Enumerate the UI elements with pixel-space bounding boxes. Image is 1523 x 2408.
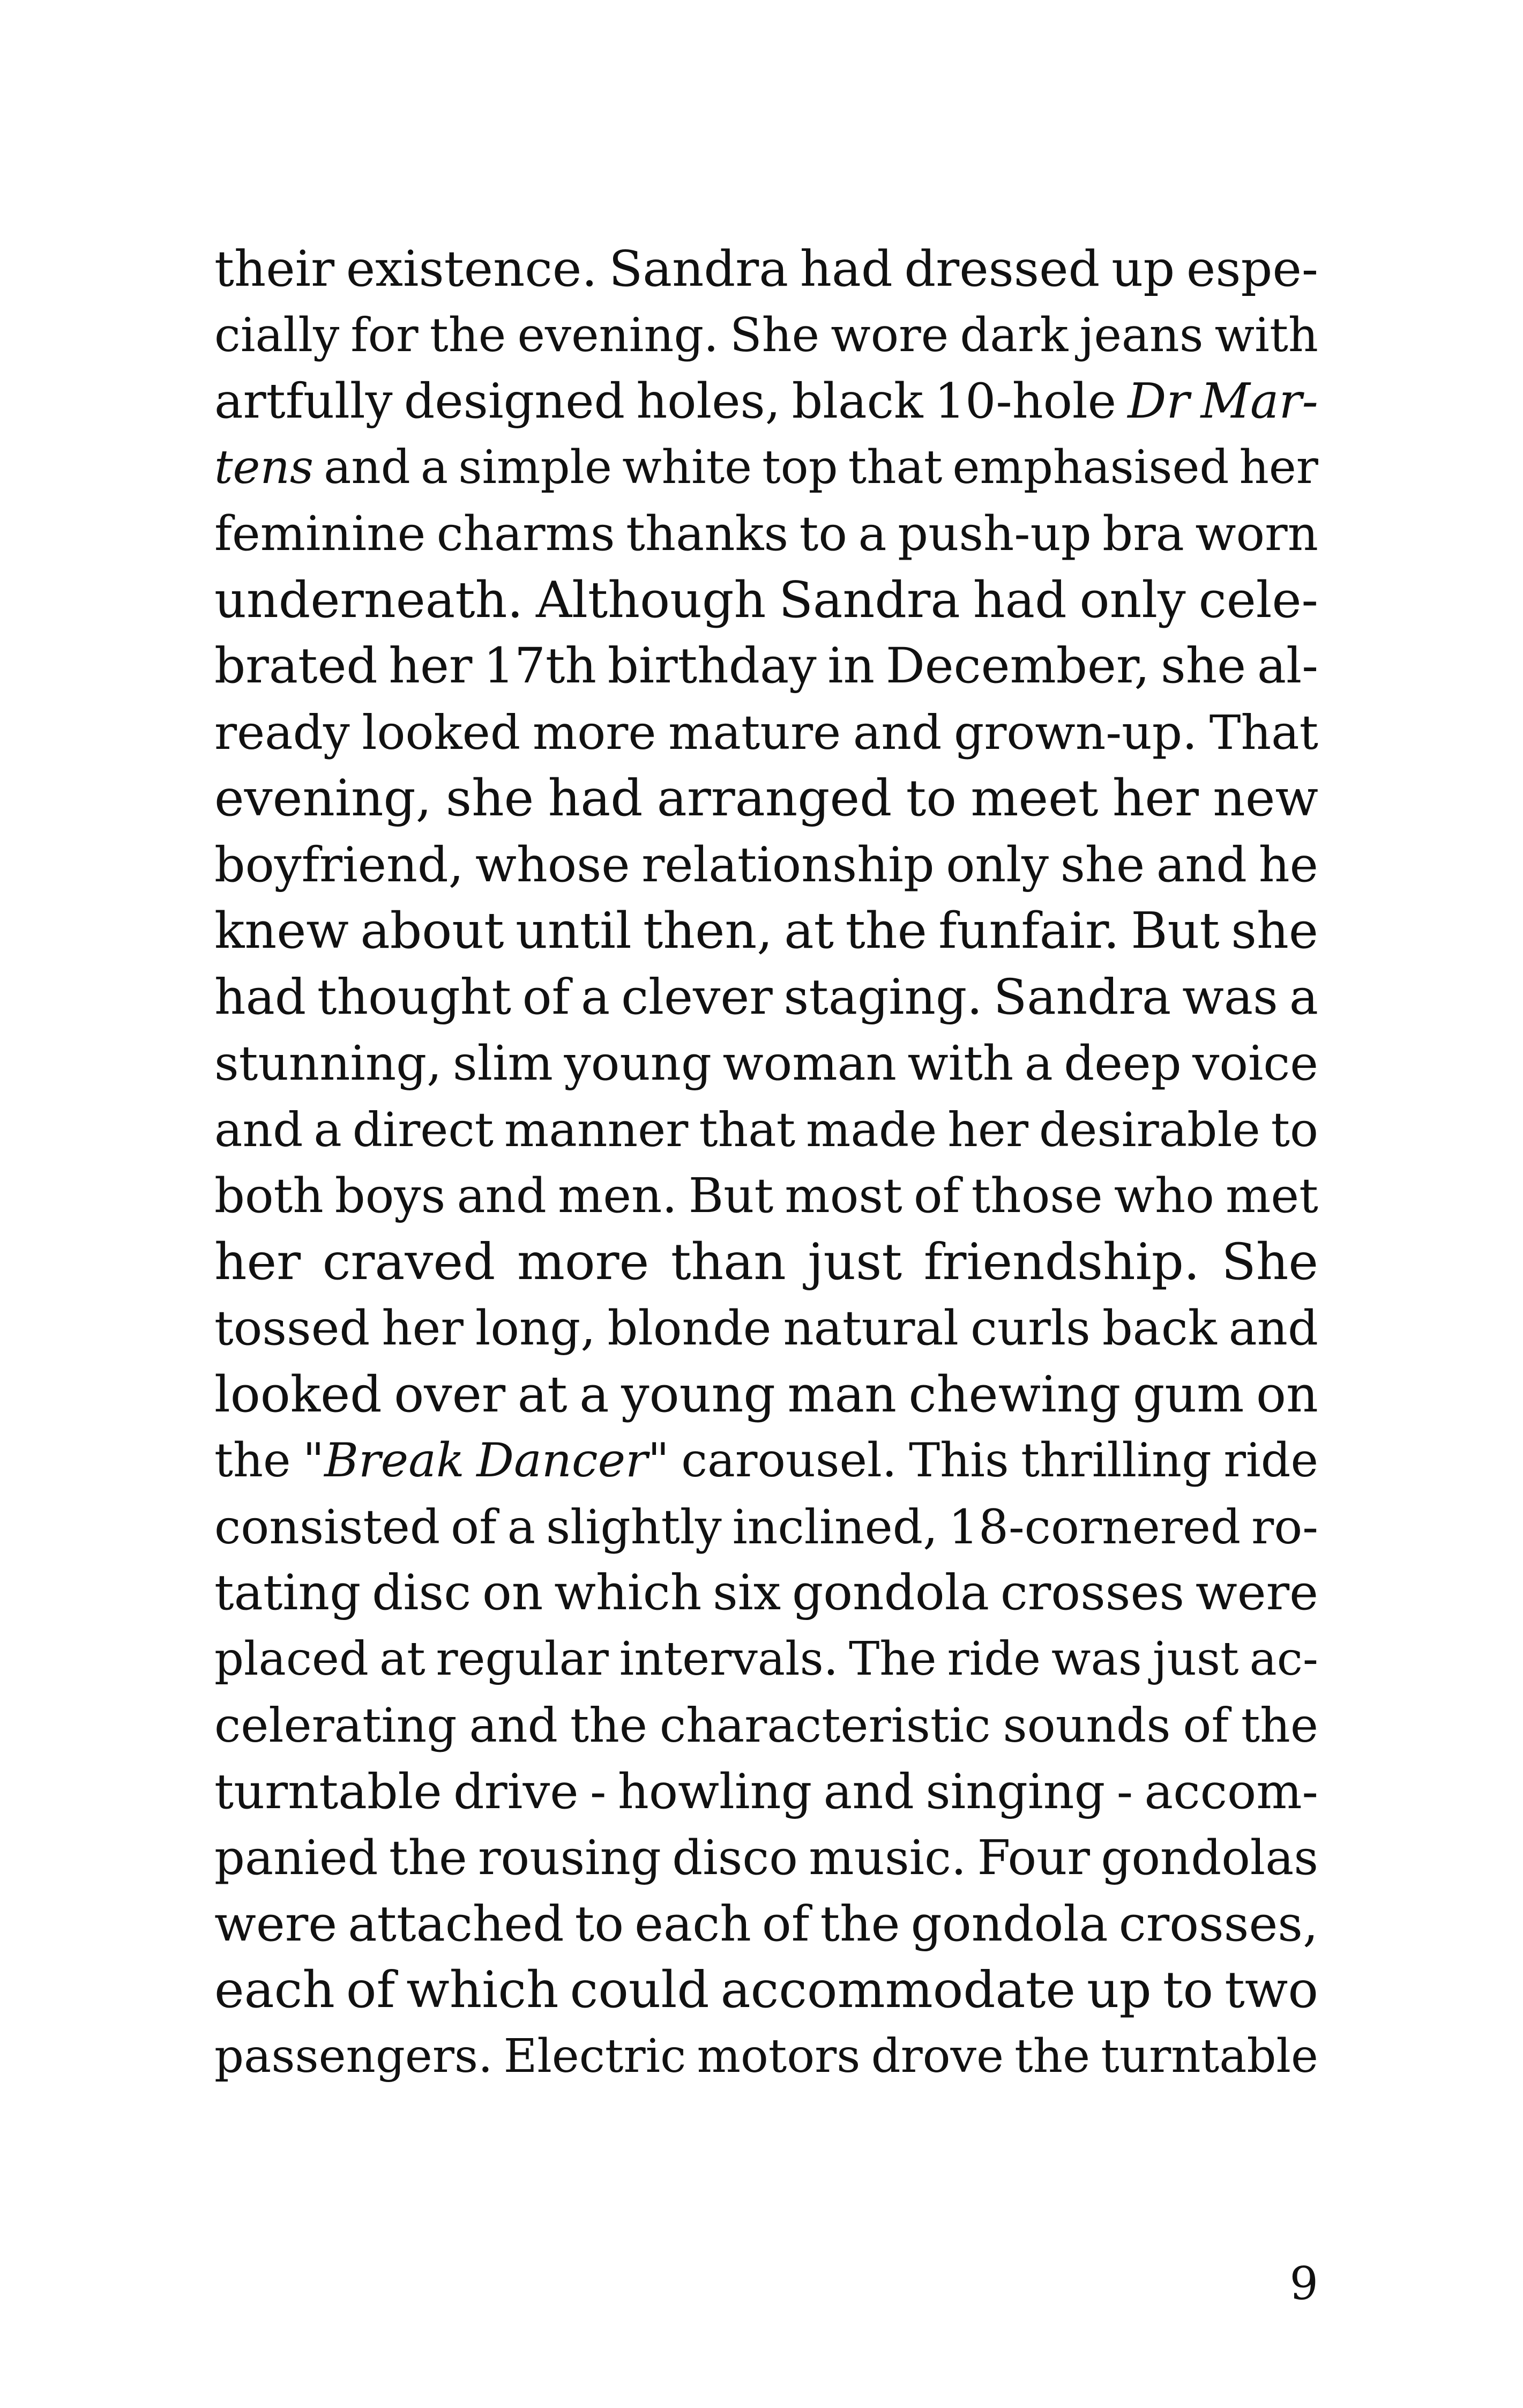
text-word: could [570,1961,710,2019]
text-word: just [808,1232,902,1291]
text-word: that [699,1102,796,1157]
text-word: up [1111,240,1175,298]
text-line [214,633,1318,700]
text-word: birthday [607,638,817,694]
text-word: ride [947,1632,1041,1686]
text-word: a [581,969,610,1025]
text-word: But [1131,902,1220,960]
text-word: the [845,902,927,960]
text-word: and [1156,836,1248,893]
text-word: and [324,440,410,494]
text-word: about [360,902,504,960]
text-word: both [214,1168,324,1223]
text-word: with [1214,307,1318,362]
text-word: at [784,902,834,960]
text-word: until [515,902,632,960]
text-word: Four [977,1830,1090,1885]
text-line [214,2024,1318,2090]
text-word: push-up [898,506,1092,561]
text-word: accommodate [720,1961,1076,2019]
text-line [214,567,1318,634]
text-word: gondolas [1101,1830,1318,1885]
text-line [214,765,1318,832]
text-word: disc [372,1565,472,1621]
text-word: 17th [483,638,597,694]
text-word: looked [214,1365,382,1423]
text-word: Electric [503,2029,686,2083]
text-word: the [570,1698,647,1753]
text-word: of [762,1896,810,1952]
text-word: emphasised [952,440,1229,494]
text-word: stunning, [214,1035,442,1091]
text-word: Dancer" [476,1433,669,1488]
text-word: dressed [904,240,1100,298]
text-word: more [532,704,656,760]
text-word: long, [475,1300,596,1356]
text-word: a [858,506,887,561]
text-word: howling [617,1763,812,1820]
text-word: charms [436,506,615,561]
text-word: regular [436,1632,609,1686]
text-line [214,832,1318,898]
text-word: characteristic [659,1698,991,1753]
text-word: crosses, [1118,1896,1318,1952]
text-word: designed [404,373,625,429]
text-word: for [350,307,419,362]
text-word: motors [697,2029,861,2083]
text-word: a [1024,1035,1053,1091]
text-word: more [517,1232,649,1291]
text-word: deep [1064,1035,1182,1091]
text-word: mature [668,704,841,760]
text-word: ride [1223,1433,1318,1488]
text-line [214,1229,1318,1296]
text-word: which [406,1961,559,2019]
text-word: and [457,1168,547,1223]
text-word: turntable [214,1763,442,1820]
text-word: accom- [1144,1763,1318,1820]
text-word: in [827,638,875,694]
text-word: ac- [1249,1632,1318,1686]
text-line [214,1494,1318,1560]
text-word: a [579,1365,609,1423]
text-line [214,236,1318,302]
text-word: disco [672,1830,798,1885]
text-word: and [214,1102,303,1157]
text-word: a [1289,969,1318,1025]
text-word: celerating [214,1698,457,1753]
text-line [214,1560,1318,1626]
text-word: chewing [908,1365,1121,1423]
text-word: thought [317,969,511,1025]
text-word: boyfriend, [214,836,464,893]
text-word: drove [871,2029,1004,2083]
text-word: Sandra [779,570,960,629]
text-word: direct [352,1102,494,1157]
text-line [214,1428,1318,1494]
text-word: clever [621,969,773,1025]
text-word: and [823,1763,914,1820]
text-word: her [389,638,473,694]
text-word: simple [458,440,612,494]
body-text [214,236,1318,2090]
page-number: 9 [1289,2257,1318,2310]
text-word: at [517,1365,568,1423]
text-word: woman [722,1035,897,1091]
text-word: She [1221,1232,1318,1291]
text-word: blonde [607,1300,772,1356]
text-word: just [1152,1632,1239,1686]
text-word: consisted [214,1499,441,1555]
text-word: who [1114,1168,1214,1223]
text-word: black [792,373,923,429]
text-word: Sandra [994,969,1171,1025]
text-word: at [379,1632,425,1686]
text-word: up [1087,1961,1152,2019]
text-word: Although [535,570,766,629]
text-word: the [1014,2029,1091,2083]
text-word: of [451,1499,497,1555]
text-word: crosses [1000,1565,1185,1621]
text-word: friendship. [923,1232,1200,1291]
text-word: tating [214,1565,361,1621]
text-word: a [420,440,449,494]
text-word: jeans [1079,307,1204,362]
text-word: She [729,307,820,362]
text-word: brated [214,638,378,694]
text-word: placed [214,1632,369,1686]
text-word: then, [643,902,773,960]
text-word: she [1231,902,1318,960]
text-word: That [1209,704,1318,760]
text-word: whose [475,836,630,893]
text-word: had [214,969,307,1025]
text-word: singing [925,1763,1106,1820]
text-word: she [1060,836,1145,893]
text-word: those [971,1168,1103,1223]
text-word: and [853,704,942,760]
text-word: the [429,307,506,362]
text-word: new [1213,769,1318,828]
text-word: drive [453,1763,579,1820]
text-word: had [973,570,1067,629]
text-line [214,501,1318,567]
text-word: tens [214,440,313,494]
text-word: rousing [478,1830,661,1885]
text-word: worn [1195,506,1318,561]
text-word: December, [885,638,1150,694]
text-word: music. [809,1830,967,1885]
text-word: she [1161,638,1246,694]
text-word: panied [214,1830,378,1885]
text-word: attached [348,1896,564,1952]
text-word: Sandra [609,240,789,298]
text-word: funfair. [938,902,1119,960]
text-word: the [389,1830,467,1885]
text-word: made [805,1102,937,1157]
text-word: six [713,1565,781,1621]
text-word: her [382,1300,464,1356]
text-word: inclined, [732,1499,938,1555]
text-word: - [590,1763,607,1820]
text-word: back [1102,1300,1217,1356]
text-word: of [1183,1698,1229,1753]
text-word: evening. [517,307,719,362]
text-word: carousel. [681,1433,897,1488]
text-word: - [1116,1763,1133,1820]
text-word: ready [214,704,350,760]
text-line [214,1163,1318,1229]
text-word: gondola [910,1896,1108,1952]
text-line [214,1362,1318,1428]
text-line [214,368,1318,435]
text-word: gondola [792,1565,990,1621]
text-word: of [346,1961,395,2019]
text-word: wore [831,307,949,362]
text-line [214,1097,1318,1163]
text-word: slim [452,1035,553,1091]
text-word: which [554,1565,702,1621]
text-word: arranged [656,769,892,828]
text-word: al- [1257,638,1318,694]
text-word: only [946,836,1049,893]
text-word: young [564,1035,712,1091]
text-word: top [762,440,838,494]
text-word: thrilling [1021,1433,1212,1488]
text-word: to [906,769,957,828]
text-line [214,1759,1318,1825]
text-word: Dr [1128,373,1190,429]
text-word: had [548,769,643,828]
text-word: But [688,1168,774,1223]
text-word: evening, [214,769,432,828]
text-word: of [913,1168,960,1223]
text-word: The [848,1632,937,1686]
text-word: cele- [1198,570,1318,629]
text-line [214,1891,1318,1958]
text-word: on [482,1565,543,1621]
text-word: existence. [346,240,598,298]
text-word: 10-hole [934,373,1116,429]
text-word: tossed [214,1300,370,1356]
text-word: to [799,506,848,561]
text-word: espe- [1186,240,1318,298]
text-word: craved [322,1232,496,1291]
text-word: feminine [214,506,426,561]
text-word: thanks [626,506,789,561]
text-line [214,1030,1318,1097]
text-word: of [522,969,570,1025]
text-line [214,1692,1318,1759]
text-word: Mar- [1200,373,1318,429]
text-word: looked [362,704,521,760]
text-word: 18-cornered [948,1499,1241,1555]
text-word: young [621,1365,775,1423]
text-word: her [214,1232,301,1291]
text-word: passengers. [214,2029,493,2083]
text-word: a [313,1102,342,1157]
text-word: holes, [636,373,781,429]
text-word: natural [783,1300,959,1356]
text-word: bra [1102,506,1184,561]
text-word: ro- [1251,1499,1318,1555]
text-word: he [1258,836,1318,893]
text-word: was [1051,1632,1142,1686]
text-word: and [1228,1300,1318,1356]
text-word: staging. [783,969,983,1025]
text-word: had [800,240,893,298]
text-word: relationship [641,836,935,893]
text-line [214,1825,1318,1891]
text-word: to [574,1896,624,1952]
text-line [214,700,1318,766]
text-word: over [394,1365,506,1423]
text-word: their [214,240,335,298]
text-word: sounds [1003,1698,1171,1753]
text-word: curls [970,1300,1091,1356]
text-word: was [1182,969,1278,1025]
text-word: than [670,1232,786,1291]
text-word: her [947,1102,1029,1157]
text-word: on [1256,1365,1318,1423]
text-word: knew [214,902,349,960]
text-word: "Break [303,1433,465,1488]
text-word: a [507,1499,536,1555]
text-word: most [785,1168,902,1223]
text-line [214,1295,1318,1362]
text-word: the [820,1896,900,1952]
text-word: the [214,1433,291,1488]
text-word: were [1195,1565,1318,1621]
text-word: desirable [1039,1102,1260,1157]
text-word: manner [504,1102,689,1157]
text-word: each [634,1896,751,1952]
text-word: to [1271,1102,1318,1157]
text-word: underneath. [214,570,524,629]
text-word: intervals. [619,1632,839,1686]
text-word: boys [334,1168,446,1223]
text-word: each [214,1961,335,2019]
text-line [214,964,1318,1031]
text-line [214,1957,1318,2024]
text-word: turntable [1101,2029,1318,2083]
text-line [214,1626,1318,1693]
text-word: her [1239,440,1318,494]
text-line [214,302,1318,369]
text-word: slightly [546,1499,722,1555]
text-word: to [1162,1961,1214,2019]
text-word: and [469,1698,558,1753]
text-word: dark [960,307,1069,362]
text-word: were [214,1896,338,1952]
text-word: she [445,769,534,828]
text-line [214,435,1318,501]
text-word: grown-up. [954,704,1198,760]
text-word: artfully [214,373,393,429]
text-word: white [622,440,752,494]
text-word: met [1226,1168,1318,1223]
text-word: the [1241,1698,1318,1753]
text-word: This [909,1433,1009,1488]
text-word: voice [1192,1035,1318,1091]
text-word: with [907,1035,1014,1091]
text-word: gum [1132,1365,1244,1423]
text-word: meet [970,769,1099,828]
text-word: man [787,1365,897,1423]
text-word: her [1112,769,1199,828]
text-word: men. [557,1168,677,1223]
text-word: two [1225,1961,1318,2019]
text-word: cially [214,307,340,362]
text-word: only [1079,570,1186,629]
text-line [214,898,1318,964]
text-word: that [848,440,943,494]
